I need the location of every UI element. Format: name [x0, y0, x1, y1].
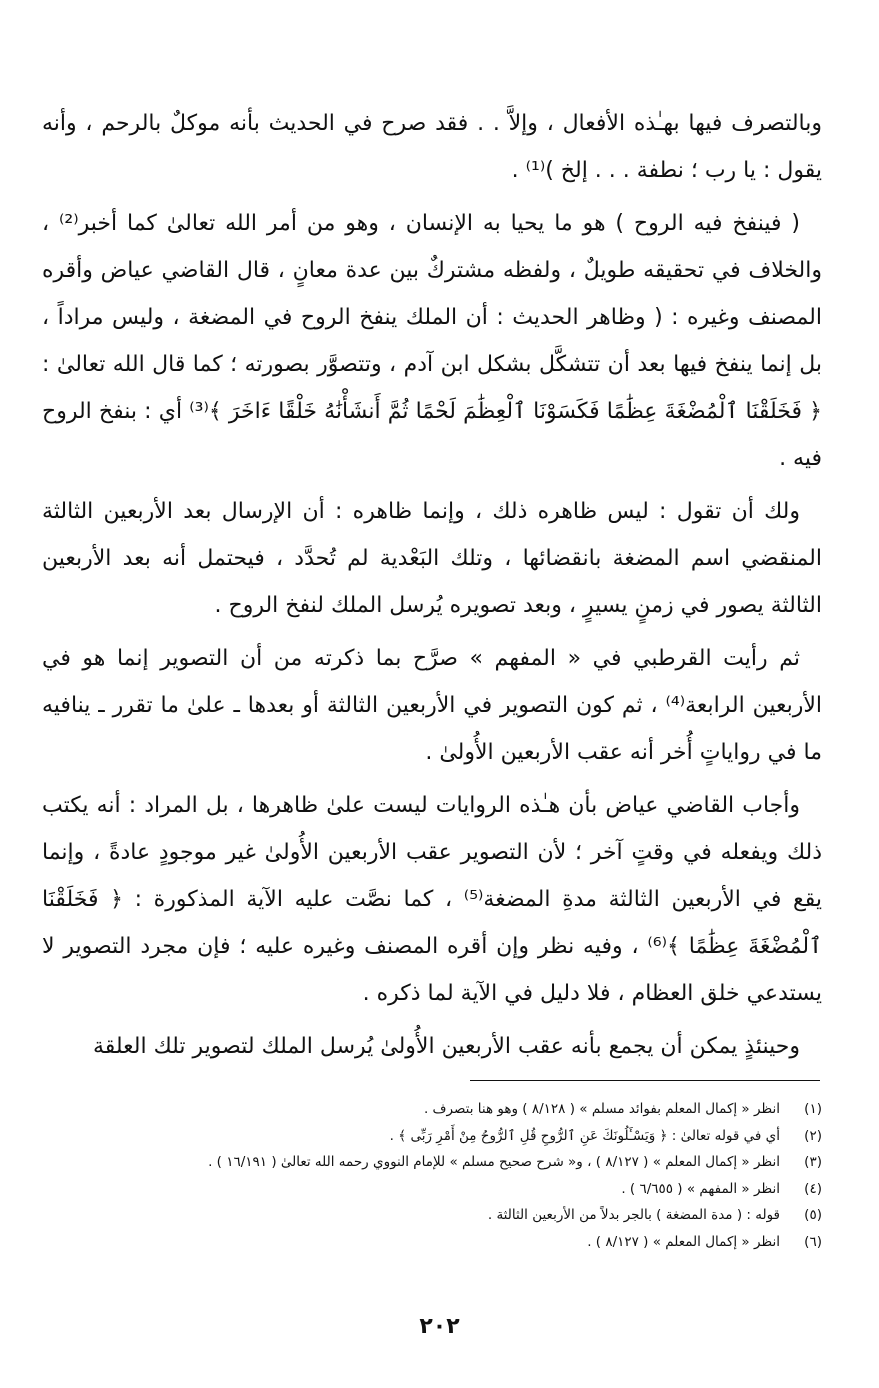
footnote-2 — [42, 1123, 822, 1150]
main-text — [42, 100, 822, 1070]
footnote-number: (١) — [804, 1101, 822, 1117]
footnote-text: انظر « إكمال المعلم » ( ٨/١٢٧ ) . — [587, 1233, 780, 1250]
footnote-3 — [42, 1149, 822, 1176]
footnote-number: (٤) — [804, 1180, 822, 1197]
footnote-number: (٦) — [804, 1233, 822, 1250]
paragraph-2: ( فينفخ فيه الروح ) هو ما يحيا به الإنسان ، وهو من أمر الله تعالىٰ كما أخبر⁽²⁾ ، والخلاف في تحقيقه طويلٌ ، ولفظه مشتركٌ بين عدة معانٍ ، قال القاضي عياض وأقره المصنف وغيره : ( وظاهر الحديث : أن الملك ينفخ الروح في المضغة ، وليس مراداً ، بل إنما ينفخ فيها بعد أن تتشكَّل بشكل ابن آدم ، وتتصوَّر بصورته ؛ كما قال الله تعالىٰ : ﴿ فَخَلَقْنَا ٱلْمُضْغَةَ عِظَٰمًا فَكَسَوْنَا ٱلْعِظَٰمَ لَحْمًا ثُمَّ أَنشَأْنَٰهُ خَلْقًا ءَاخَرَ ﴾⁽³⁾ أي : بنفخ الروح فيه . — [42, 211, 822, 471]
footnote-5 — [42, 1202, 822, 1229]
paragraph-1: وبالتصرف فيها بهـٰذه الأفعال ، وإلاَّ . . فقد صرح في الحديث بأنه موكلٌ بالرحم ، وأنه يقول : يا رب ؛ نطفة . . . إلخ )⁽¹⁾ . — [42, 111, 822, 183]
footnote-number: (٢) — [804, 1127, 822, 1144]
footnote-text: انظر « المفهم » ( ٦/٦٥٥ ) . — [621, 1180, 780, 1197]
paragraph-4: ثم رأيت القرطبي في « المفهم » صرَّح بما ذكرته من أن التصوير إنما هو في الأربعين الرابعة⁽⁴⁾ ، ثم كون التصوير في الأربعين الثالثة أو بعدها ـ علىٰ ما تقرر ـ ينافيه ما في رواياتٍ أُخر أنه عقب الأربعين الأُولىٰ . — [42, 646, 822, 765]
footnote-text: أي في قوله تعالىٰ : ﴿ وَيَسْـَٔلُونَكَ عَنِ ٱلرُّوحِ قُلِ ٱلرُّوحُ مِنْ أَمْرِ رَبِّى ﴾ . — [389, 1127, 780, 1144]
footnote-text: قوله : ( مدة المضغة ) بالجر بدلاً من الأربعين الثالثة . — [487, 1207, 780, 1223]
paragraph-5: وأجاب القاضي عياض بأن هـٰذه الروايات ليست علىٰ ظاهرها ، بل المراد : أنه يكتب ذلك ويفعله في وقتٍ آخر ؛ لأن التصوير عقب الأربعين الأُولىٰ غير موجودٍ عادةً ، وإنما يقع في الأربعين الثالثة مدةِ المضغة⁽⁵⁾ ، كما نصَّت عليه الآية المذكورة : ﴿ فَخَلَقْنَا ٱلْمُضْغَةَ عِظَٰمًا ﴾⁽⁶⁾ ، وفيه نظر وإن أقره المصنف وغيره عليه ؛ فإن مجرد التصوير لا يستدعي خلق العظام ، فلا دليل في الآية لما ذكره . — [42, 793, 822, 1006]
footnote-text: انظر « إكمال المعلم بفوائد مسلم » ( ٨/١٢٨ ) وهو هنا بتصرف . — [423, 1101, 780, 1117]
footnote-4 — [42, 1176, 822, 1203]
footnote-number: (٣) — [804, 1154, 822, 1170]
page-number: ٢٠٢ — [419, 1314, 460, 1339]
footnotes — [42, 1096, 822, 1255]
paragraph-3: ولك أن تقول : ليس ظاهره ذلك ، وإنما ظاهره : أن الإرسال بعد الأربعين الثالثة المنقضي اسم المضغة بانقضائها ، وتلك البَعْدية لم تُحدَّد ، فيحتمل أنه بعد الأربعين الثالثة يصور في زمنٍ يسيرٍ ، وبعد تصويره يُرسل الملك لنفخ الروح . — [42, 499, 822, 618]
footnote-separator — [470, 1080, 820, 1081]
footnote-1 — [42, 1096, 822, 1123]
footnote-text: انظر « إكمال المعلم » ( ٨/١٢٧ ) ، و« شرح صحيح مسلم » للإمام النووي رحمه الله تعالىٰ ( ١٦/١٩١ ) . — [208, 1154, 780, 1170]
paragraph-6: وحينئذٍ يمكن أن يجمع بأنه عقب الأربعين الأُولىٰ يُرسل الملك لتصوير تلك العلقة — [92, 1034, 800, 1059]
footnote-number: (٥) — [804, 1207, 822, 1223]
footnote-6 — [42, 1229, 822, 1256]
